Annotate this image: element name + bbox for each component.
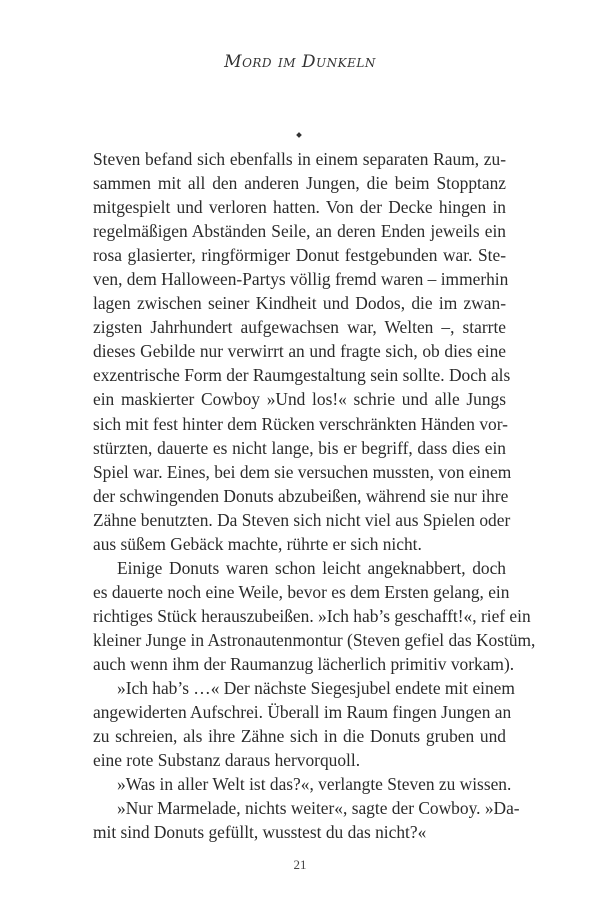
body-text — [93, 147, 536, 844]
text-line: angewiderten Aufschrei. Überall im Raum fingen Jungen an — [93, 702, 512, 723]
text-line: »Nur Marmelade, nichts weiter«, sagte der Cowboy. »Da- — [117, 798, 520, 819]
paragraph — [93, 772, 512, 796]
text-line: kleiner Junge in Astronautenmontur (Steven gefiel das Kostüm, — [93, 629, 536, 650]
text-line: »Was in aller Welt ist das?«, verlangte Steven zu wissen. — [117, 774, 512, 795]
paragraph — [93, 147, 512, 556]
text-line: ein maskierter Cowboy »Und los!« schrie und alle Jungs — [93, 389, 506, 410]
text-line: sammen mit all den anderen Jungen, die beim Stopptanz — [93, 173, 506, 194]
text-line: mitgespielt und verloren hatten. Von der Decke hingen in — [93, 197, 506, 218]
text-line: zigsten Jahrhundert aufgewachsen war, Welten –, starrte — [93, 317, 506, 338]
text-line: zu schreien, als ihre Zähne sich in die Donuts gruben und — [93, 726, 506, 747]
text-line: auch wenn ihm der Raumanzug lächerlich primitiv vorkam). — [93, 653, 515, 674]
text-line: rosa glasierter, ringförmiger Donut festgebunden war. Ste- — [93, 245, 506, 266]
text-line: mit sind Donuts gefüllt, wusstest du das nicht?« — [93, 822, 427, 843]
text-line: regelmäßigen Abständen Seile, an deren Enden jeweils ein — [93, 221, 506, 242]
text-line: »Ich hab’s …« Der nächste Siegesjubel endete mit einem — [117, 678, 515, 699]
diamond-ornament-icon — [296, 132, 302, 138]
text-line: Einige Donuts waren schon leicht angeknabbert, doch — [117, 557, 506, 578]
text-line: eine rote Substanz daraus hervorquoll. — [93, 750, 361, 771]
text-line: ven, dem Halloween-Partys völlig fremd waren – immerhin — [93, 269, 509, 290]
text-line: exzentrische Form der Raumgestaltung sein sollte. Doch als — [93, 365, 511, 386]
text-line: dieses Gebilde nur verwirrt an und fragte sich, ob dies eine — [93, 341, 506, 362]
text-line: der schwingenden Donuts abzubeißen, während sie nur ihre — [93, 485, 509, 506]
text-line: Steven befand sich ebenfalls in einem separaten Raum, zu- — [93, 149, 506, 169]
paragraph — [93, 796, 520, 844]
paragraph — [93, 556, 536, 676]
text-line: Spiel war. Eines, bei dem sie versuchen mussten, von einem — [93, 461, 512, 482]
page-number: 21 — [293, 857, 307, 872]
text-line: sich mit fest hinter dem Rücken verschränkten Händen vor- — [93, 413, 508, 434]
running-head: Mord im Dunkeln — [224, 52, 376, 72]
text-line: aus süßem Gebäck machte, rührte er sich nicht. — [93, 533, 422, 554]
text-line: richtiges Stück herauszubeißen. »Ich hab’s geschafft!«, rief ein — [93, 605, 531, 626]
text-line: es dauerte noch eine Weile, bevor es dem Ersten gelang, ein — [93, 581, 510, 602]
paragraph — [93, 676, 515, 772]
text-line: stürzten, dauerte es nicht lange, bis er begriff, dass dies ein — [93, 437, 506, 458]
text-line: lagen zwischen seiner Kindheit und Dodos, die im zwan- — [93, 293, 506, 314]
text-line: Zähne benutzten. Da Steven sich nicht viel aus Spielen oder — [93, 509, 511, 530]
